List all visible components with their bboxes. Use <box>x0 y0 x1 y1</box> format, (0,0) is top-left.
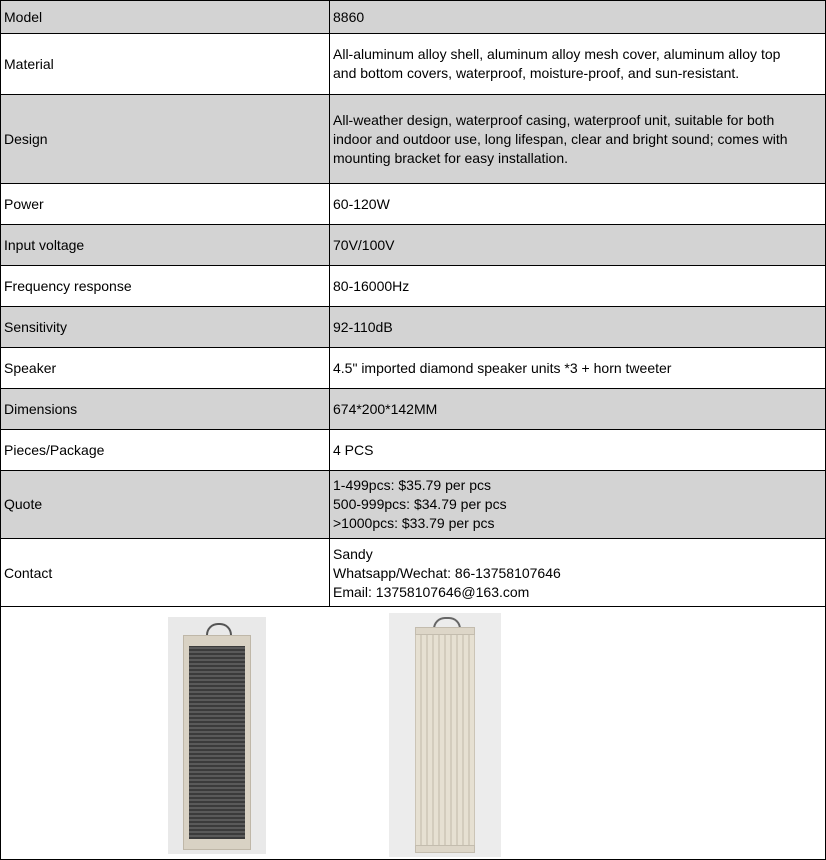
value-line: All-aluminum alloy shell, aluminum alloy mesh cover, aluminum alloy top <box>333 46 781 62</box>
spec-key: Material <box>1 34 330 95</box>
spec-key: Power <box>1 184 330 225</box>
spec-row-input-voltage <box>1 225 826 266</box>
value-line: Email: 13758107646@163.com <box>333 583 530 600</box>
spec-value <box>330 539 826 608</box>
value-line: 1-499pcs: $35.79 per pcs <box>333 477 491 493</box>
spec-row-frequency-response <box>1 266 826 307</box>
spec-key: Pieces/Package <box>1 430 330 471</box>
spec-key: Input voltage <box>1 225 330 266</box>
spec-value <box>330 225 826 266</box>
spec-row-quote <box>1 471 826 539</box>
value-line: 70V/100V <box>333 236 395 253</box>
spec-key: Frequency response <box>1 266 330 307</box>
spec-value <box>330 471 826 539</box>
spec-row-material <box>1 34 826 95</box>
spec-row-speaker <box>1 348 826 389</box>
spec-value <box>330 95 826 184</box>
spec-key: Quote <box>1 471 330 539</box>
spec-row-design <box>1 95 826 184</box>
spec-value <box>330 184 826 225</box>
spec-value <box>330 430 826 471</box>
speaker-back-photo <box>389 613 501 857</box>
spec-key: Model <box>1 1 330 34</box>
spec-row-power <box>1 184 826 225</box>
spec-value <box>330 34 826 95</box>
value-line: 4 PCS <box>333 441 374 458</box>
value-line: Sandy <box>333 545 373 562</box>
spec-value <box>330 307 826 348</box>
spec-row-sensitivity <box>1 307 826 348</box>
value-line: 92-110dB <box>333 318 393 335</box>
spec-key: Dimensions <box>1 389 330 430</box>
value-line: 500-999pcs: $34.79 per pcs <box>333 496 507 512</box>
speaker-body <box>183 635 251 850</box>
spec-key: Speaker <box>1 348 330 389</box>
speaker-front-photo <box>168 617 266 854</box>
value-line: indoor and outdoor use, long lifespan, clear and bright sound; comes with <box>333 130 788 147</box>
spec-value <box>330 266 826 307</box>
value-line: and bottom covers, waterproof, moisture-proof, and sun-resistant. <box>333 65 740 81</box>
spec-key: Design <box>1 95 330 184</box>
value-line: 4.5" imported diamond speaker units *3 + horn tweeter <box>333 359 672 376</box>
speaker-top-cap <box>415 627 475 635</box>
value-line: Whatsapp/Wechat: 86-13758107646 <box>333 564 561 581</box>
value-line: mounting bracket for easy installation. <box>333 149 569 166</box>
spec-row-model <box>1 1 826 34</box>
value-line: 674*200*142MM <box>333 400 438 417</box>
value-line: 8860 <box>333 8 365 25</box>
value-line: All-weather design, waterproof casing, waterproof unit, suitable for both <box>333 111 775 128</box>
spec-row-dimensions <box>1 389 826 430</box>
value-line: 80-16000Hz <box>333 277 410 294</box>
spec-row-pieces-package <box>1 430 826 471</box>
value-line: >1000pcs: $33.79 per pcs <box>333 515 495 531</box>
speaker-body <box>415 629 475 851</box>
spec-row-contact <box>1 539 826 608</box>
value-line: 60-120W <box>333 195 390 212</box>
spec-value <box>330 389 826 430</box>
product-photos <box>0 606 826 860</box>
speaker-bottom-cap <box>415 845 475 853</box>
spec-value <box>330 348 826 389</box>
spec-key: Contact <box>1 539 330 608</box>
spec-key: Sensitivity <box>1 307 330 348</box>
speaker-grille <box>189 646 245 839</box>
spec-value <box>330 1 826 34</box>
